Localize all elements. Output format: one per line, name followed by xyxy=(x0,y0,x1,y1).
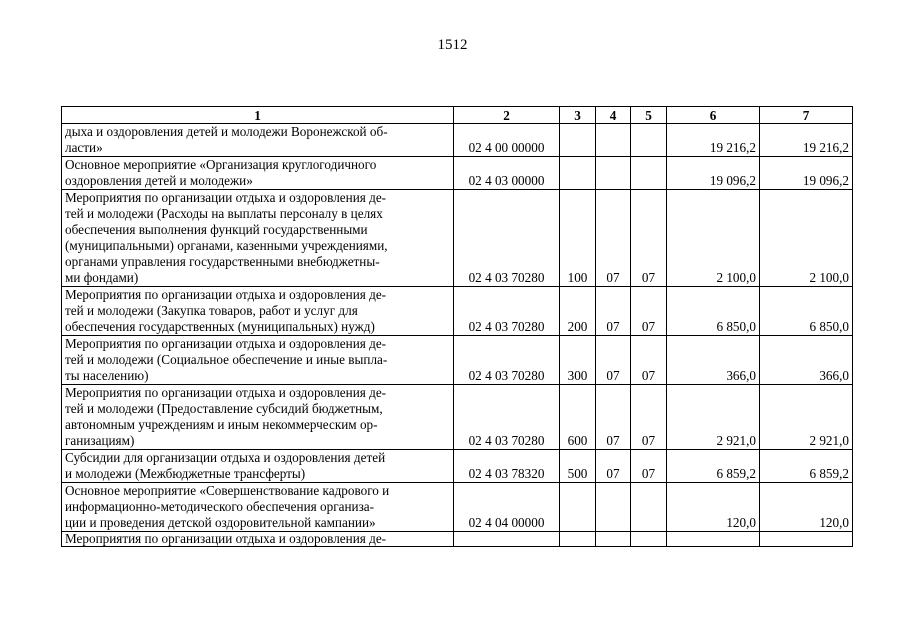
row-name: Мероприятия по организации отдыха и оздоровления де- тей и молодежи (Расходы на выплаты персоналу в целях обеспечения выполнения функций государственными (муниципальными) органами, казенными учреждениями, органами управления государственными внебюджетны- ми фондами) xyxy=(62,190,454,287)
row-code: 02 4 03 70280 xyxy=(454,287,560,336)
table-row xyxy=(62,157,853,190)
row-col-6: 6 859,2 xyxy=(667,450,760,483)
row-code: 02 4 03 70280 xyxy=(454,385,560,450)
row-col-5: 07 xyxy=(631,336,667,385)
row-col-4: 07 xyxy=(596,190,631,287)
row-col-3 xyxy=(560,532,596,547)
row-col-7: 2 921,0 xyxy=(760,385,853,450)
row-col-6: 366,0 xyxy=(667,336,760,385)
table-row xyxy=(62,336,853,385)
row-code xyxy=(454,532,560,547)
row-col-3: 300 xyxy=(560,336,596,385)
table-row xyxy=(62,450,853,483)
row-code: 02 4 03 78320 xyxy=(454,450,560,483)
row-col-7: 366,0 xyxy=(760,336,853,385)
row-name: Субсидии для организации отдыха и оздоровления детей и молодежи (Межбюджетные трансферты) xyxy=(62,450,454,483)
row-col-3: 200 xyxy=(560,287,596,336)
table-row xyxy=(62,385,853,450)
row-code: 02 4 00 00000 xyxy=(454,124,560,157)
row-col-5 xyxy=(631,124,667,157)
row-col-5: 07 xyxy=(631,385,667,450)
row-name: Основное мероприятие «Совершенствование кадрового и информационно-методического обеспечения организа- ции и проведения детской оздоровительной кампании» xyxy=(62,483,454,532)
row-col-4 xyxy=(596,124,631,157)
row-col-6: 19 096,2 xyxy=(667,157,760,190)
row-name: Основное мероприятие «Организация круглогодичного оздоровления детей и молодежи» xyxy=(62,157,454,190)
row-col-4: 07 xyxy=(596,385,631,450)
row-col-6: 2 100,0 xyxy=(667,190,760,287)
row-col-5 xyxy=(631,532,667,547)
row-col-7: 2 100,0 xyxy=(760,190,853,287)
row-col-6: 6 850,0 xyxy=(667,287,760,336)
table-row xyxy=(62,483,853,532)
row-col-5 xyxy=(631,157,667,190)
header-col-2: 2 xyxy=(454,107,560,124)
row-name: дыха и оздоровления детей и молодежи Воронежской об- ласти» xyxy=(62,124,454,157)
row-col-4: 07 xyxy=(596,287,631,336)
header-col-1: 1 xyxy=(62,107,454,124)
table-row xyxy=(62,190,853,287)
header-col-3: 3 xyxy=(560,107,596,124)
row-col-5: 07 xyxy=(631,190,667,287)
page-number: 1512 xyxy=(437,37,468,53)
row-col-7: 120,0 xyxy=(760,483,853,532)
table-row xyxy=(62,124,853,157)
row-col-5: 07 xyxy=(631,287,667,336)
row-code: 02 4 03 00000 xyxy=(454,157,560,190)
row-col-4 xyxy=(596,532,631,547)
row-col-7 xyxy=(760,532,853,547)
row-col-3: 100 xyxy=(560,190,596,287)
row-col-3 xyxy=(560,157,596,190)
row-col-4: 07 xyxy=(596,450,631,483)
row-name: Мероприятия по организации отдыха и оздоровления де- тей и молодежи (Социальное обеспечение и иные выпла- ты населению) xyxy=(62,336,454,385)
header-col-4: 4 xyxy=(596,107,631,124)
row-col-3: 500 xyxy=(560,450,596,483)
row-col-7: 19 096,2 xyxy=(760,157,853,190)
row-col-4: 07 xyxy=(596,336,631,385)
row-code: 02 4 03 70280 xyxy=(454,190,560,287)
header-row xyxy=(62,107,853,124)
row-col-4 xyxy=(596,483,631,532)
budget-table xyxy=(61,106,853,547)
row-col-5 xyxy=(631,483,667,532)
row-col-7: 6 859,2 xyxy=(760,450,853,483)
row-col-6 xyxy=(667,532,760,547)
row-name: Мероприятия по организации отдыха и оздоровления де- тей и молодежи (Предоставление субсидий бюджетным, автономным учреждениям и иным некоммерческим ор- ганизациям) xyxy=(62,385,454,450)
row-col-7: 6 850,0 xyxy=(760,287,853,336)
row-col-6: 2 921,0 xyxy=(667,385,760,450)
row-col-3 xyxy=(560,483,596,532)
row-col-7: 19 216,2 xyxy=(760,124,853,157)
header-col-7: 7 xyxy=(760,107,853,124)
header-col-5: 5 xyxy=(631,107,667,124)
row-name: Мероприятия по организации отдыха и оздоровления де- xyxy=(62,532,454,547)
header-col-6: 6 xyxy=(667,107,760,124)
table-row xyxy=(62,287,853,336)
row-col-3 xyxy=(560,124,596,157)
row-col-6: 19 216,2 xyxy=(667,124,760,157)
row-col-6: 120,0 xyxy=(667,483,760,532)
row-code: 02 4 04 00000 xyxy=(454,483,560,532)
row-col-4 xyxy=(596,157,631,190)
row-col-5: 07 xyxy=(631,450,667,483)
table-row xyxy=(62,532,853,547)
row-name: Мероприятия по организации отдыха и оздоровления де- тей и молодежи (Закупка товаров, работ и услуг для обеспечения государственных (муниципальных) нужд) xyxy=(62,287,454,336)
row-code: 02 4 03 70280 xyxy=(454,336,560,385)
row-col-3: 600 xyxy=(560,385,596,450)
